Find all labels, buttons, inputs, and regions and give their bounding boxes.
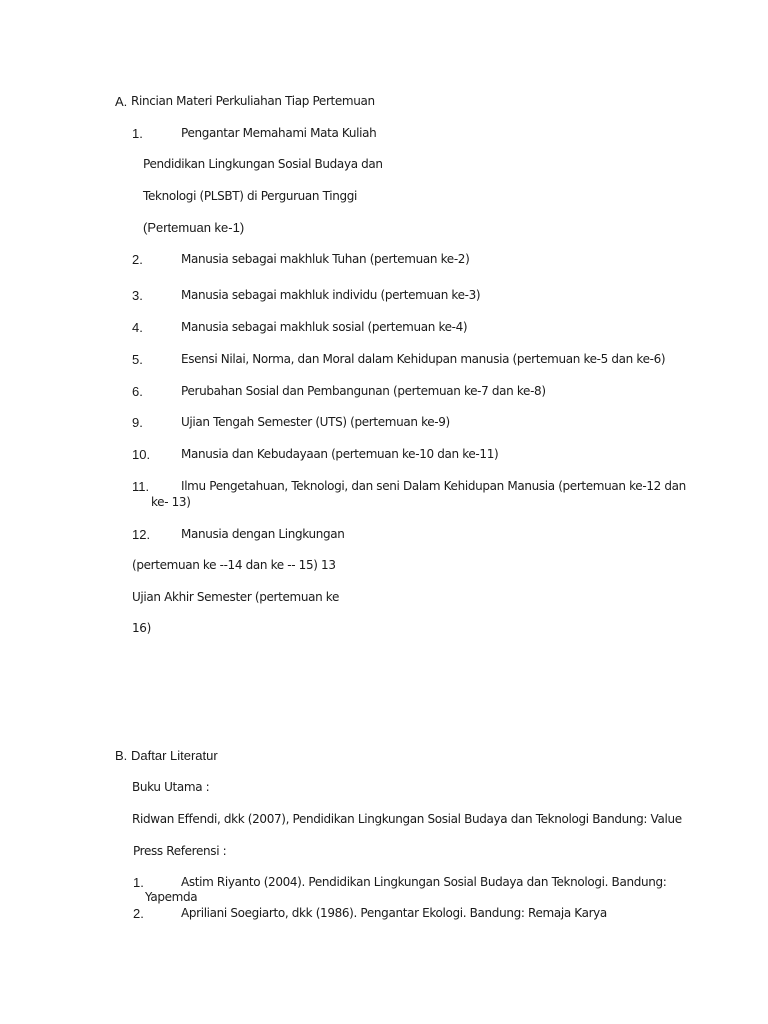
item-text: Manusia sebagai makhluk individu (pertemuan ke-3) [181, 288, 481, 302]
section-a-letter: A. [115, 94, 128, 109]
item-number: 4. [132, 320, 143, 335]
item-number: 11. [132, 479, 150, 494]
item-text: Perubahan Sosial dan Pembangunan (pertemuan ke-7 dan ke-8) [181, 384, 546, 398]
section-a-title: Rincian Materi Perkuliahan Tiap Pertemuan [131, 94, 375, 108]
item-number: 3. [132, 288, 143, 303]
reference-citation: Astim Riyanto (2004). Pendidikan Lingkungan Sosial Budaya dan Teknologi. Bandung: [181, 875, 667, 889]
item-text: Ujian Tengah Semester (UTS) (pertemuan ke-9) [181, 415, 450, 429]
reference-citation: Apriliani Soegiarto, dkk (1986). Pengantar Ekologi. Bandung: Remaja Karya [181, 906, 607, 920]
trailing-line: (pertemuan ke --14 dan ke -- 15) 13 [132, 558, 336, 572]
item-text: Manusia dan Kebudayaan (pertemuan ke-10 dan ke-11) [181, 447, 499, 461]
item-number: 10. [132, 447, 151, 462]
item-text: Manusia dengan Lingkungan [181, 527, 345, 541]
item-number: 1. [132, 126, 143, 141]
trailing-line: 16) [132, 621, 151, 635]
item-number: 6. [132, 384, 143, 399]
item-number: 12. [132, 527, 151, 542]
item-number: 5. [132, 352, 143, 367]
item-text: Pengantar Memahami Mata Kuliah [181, 126, 377, 140]
reference-number: 1. [133, 875, 144, 890]
reference-number: 2. [133, 906, 144, 921]
item-text-continued: Pendidikan Lingkungan Sosial Budaya dan [143, 157, 383, 171]
item-text: Manusia sebagai makhluk Tuhan (pertemuan ke-2) [181, 252, 470, 266]
reference-label: Press Referensi : [133, 844, 227, 858]
item-text-continued: ke- 13) [151, 495, 191, 509]
trailing-line: Ujian Akhir Semester (pertemuan ke [132, 590, 340, 604]
item-text-continued: (Pertemuan ke-1) [143, 220, 245, 235]
section-b-title: Daftar Literatur [131, 748, 218, 763]
item-number: 9. [132, 415, 143, 430]
item-text: Esensi Nilai, Norma, dan Moral dalam Kehidupan manusia (pertemuan ke-5 dan ke-6) [181, 352, 666, 366]
main-book-citation: Ridwan Effendi, dkk (2007), Pendidikan Lingkungan Sosial Budaya dan Teknologi Bandung: Value [132, 812, 682, 826]
main-book-label: Buku Utama : [132, 780, 210, 794]
item-text: Manusia sebagai makhluk sosial (pertemuan ke-4) [181, 320, 468, 334]
reference-citation-continued: Yapemda [145, 890, 198, 904]
section-b-letter: B. [115, 748, 128, 763]
item-text: Ilmu Pengetahuan, Teknologi, dan seni Dalam Kehidupan Manusia (pertemuan ke-12 dan [181, 479, 686, 493]
item-text-continued: Teknologi (PLSBT) di Perguruan Tinggi [143, 189, 358, 203]
item-number: 2. [132, 252, 143, 267]
